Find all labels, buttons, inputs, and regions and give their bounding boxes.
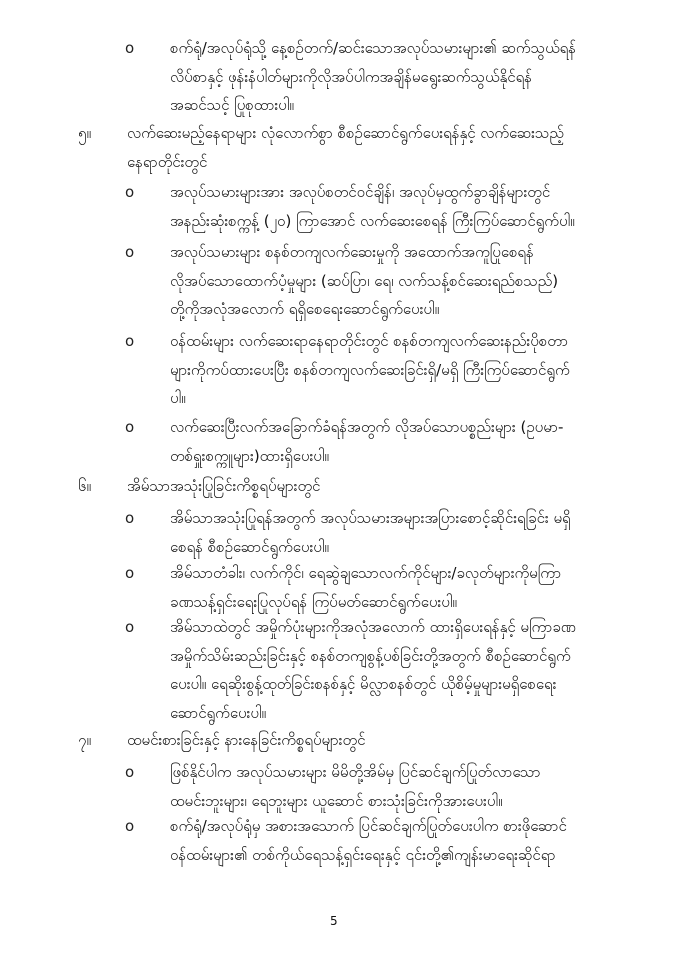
bullet-text-line: ဝန်ထမ်းများ၏ တစ်ကိုယ်ရေသန့်ရှင်းရေးနှင့် ၎င်းတို့၏ကျန်းမာရေးဆိုင်ရာ [170, 845, 556, 864]
bullet-text-line: ပါ။ [170, 389, 186, 407]
bullet-text-line: တစ်ရှူးစက္ကူများ)ထားရှိပေးပါ။ [170, 446, 329, 465]
bullet-marker: o [125, 243, 135, 261]
bullet-text-line: အဆင်သင့် ပြုစုထားပါ။ [170, 96, 294, 114]
bullet-text-line: အလုပ်သမားများအား အလုပ်စတင်ဝင်ချိန်၊ အလုပ်မှထွက်ခွာချိန်များတွင် [170, 183, 551, 201]
section-heading-line: လက်ဆေးမည့်နေရာများ လုံလောက်စွာ စီစဉ်ဆောင်ရွက်ပေးရန်နှင့် လက်ဆေးသည့် [127, 124, 564, 142]
bullet-text-line: ဖြစ်နိုင်ပါက အလုပ်သမားများ မိမိတို့အိမ်မှ ပြင်ဆင်ချက်ပြုတ်လာသော [170, 763, 541, 781]
section-heading-line: နေရာတိုင်းတွင် [127, 152, 208, 171]
bullet-marker: o [125, 39, 135, 57]
bullet-marker: o [125, 817, 135, 835]
section-heading-line: အိမ်သာအသုံးပြုခြင်းကိစ္စရပ်များတွင် [127, 477, 321, 495]
section-number: ၅။ [78, 124, 91, 142]
bullet-text-line: လိပ်စာနှင့် ဖုန်းနံပါတ်များကိုလိုအပ်ပါကအချိန်မရွေးဆက်သွယ်နိုင်ရန် [170, 67, 532, 86]
bullet-text-line: ထမင်းဘူးများ၊ ရေဘူးများ ယူဆောင် စားသုံးခြင်းကိုအားပေးပါ။ [170, 791, 503, 810]
section-number: ၆။ [78, 477, 91, 495]
bullet-text-line: တို့ကိုအလုံအလောက် ရရှိစေရေးဆောင်ရွက်ပေးပါ။ [170, 300, 440, 318]
bullet-text-line: အိမ်သာအသုံးပြုရန်အတွက် အလုပ်သမားအများအပြားစောင့်ဆိုင်းရခြင်း မရှိ [170, 509, 571, 527]
bullet-marker: o [125, 618, 135, 636]
bullet-text-line: အနည်းဆုံးစက္ကန့် (၂၀) ကြာအောင် လက်ဆေးစေရန် ကြီးကြပ်ဆောင်ရွက်ပါ။ [170, 211, 575, 230]
bullet-text-line: အိမ်သာထဲတွင် အမှိုက်ပုံးများကိုအလုံအလောက် ထားရှိပေးရန်နှင့် မကြာခဏ [170, 618, 576, 636]
bullet-text-line: များကိုကပ်ထားပေးပြီး စနစ်တကျလက်ဆေးခြင်းရှိ/မရှိ ကြီးကြပ်ဆောင်ရွက် [170, 360, 570, 379]
bullet-text-line: ဆောင်ရွက်ပေးပါ။ [170, 703, 267, 722]
section-number: ၇။ [78, 731, 91, 749]
bullet-marker: o [125, 763, 135, 781]
bullet-marker: o [125, 418, 135, 436]
bullet-marker: o [125, 332, 135, 350]
bullet-text-line: အလုပ်သမားများ စနစ်တကျလက်ဆေးမှုကို အထောက်အကူပြုစေရန် [170, 243, 534, 261]
bullet-text-line: လိုအပ်သောထောက်ပံ့မှုများ (ဆပ်ပြာ၊ ရေ၊ လက်သန့်စင်ဆေးရည်စသည်) [170, 271, 559, 290]
bullet-text-line: ဝန်ထမ်းများ လက်ဆေးရာနေရာတိုင်းတွင် စနစ်တကျလက်ဆေးနည်းပိုစတာ [170, 332, 568, 350]
bullet-text-line: ပေးပါ။ ရေဆိုးစွန့်ထုတ်ခြင်းစနစ်နှင့် မိလ္လာစနစ်တွင် ယိုစိမ့်မှုများမရှိစေရေး [170, 675, 557, 693]
bullet-marker: o [125, 564, 135, 582]
section-heading-line: ထမင်းစားခြင်းနှင့် နားနေခြင်းကိစ္စရပ်များတွင် [127, 731, 366, 749]
bullet-text-line: ခဏသန့်ရှင်းရေးပြုလုပ်ရန် ကြပ်မတ်ဆောင်ရွက်ပေးပါ။ [170, 592, 457, 611]
bullet-text-line: အမှိုက်သိမ်းဆည်းခြင်းနှင့် စနစ်တကျစွန့်ပစ်ခြင်းတို့အတွက် စီစဉ်ဆောင်ရွက် [170, 646, 571, 665]
bullet-text-line: စက်ရုံ/အလုပ်ရုံမှ အစားအသောက် ပြင်ဆင်ချက်ပြုတ်ပေးပါက စားဖိုဆောင် [170, 817, 567, 835]
page-number: 5 [330, 914, 338, 928]
bullet-text-line: စက်ရုံ/အလုပ်ရုံသို့ နေ့စဉ်တက်/ဆင်းသောအလုပ်သမားများ၏ ဆက်သွယ်ရန် [170, 39, 577, 57]
bullet-text-line: အိမ်သာတံခါး၊ လက်ကိုင်၊ ရေဆွဲချသောလက်ကိုင်များ/ခလုတ်များကိုမကြာ [170, 564, 562, 582]
bullet-text-line: စေရန် စီစဉ်ဆောင်ရွက်ပေးပါ။ [170, 537, 329, 556]
bullet-marker: o [125, 183, 135, 201]
bullet-text-line: လက်ဆေးပြီးလက်အခြောက်ခံရန်အတွက် လိုအပ်သောပစ္စည်းများ (ဥပမာ- [170, 418, 564, 436]
bullet-marker: o [125, 509, 135, 527]
